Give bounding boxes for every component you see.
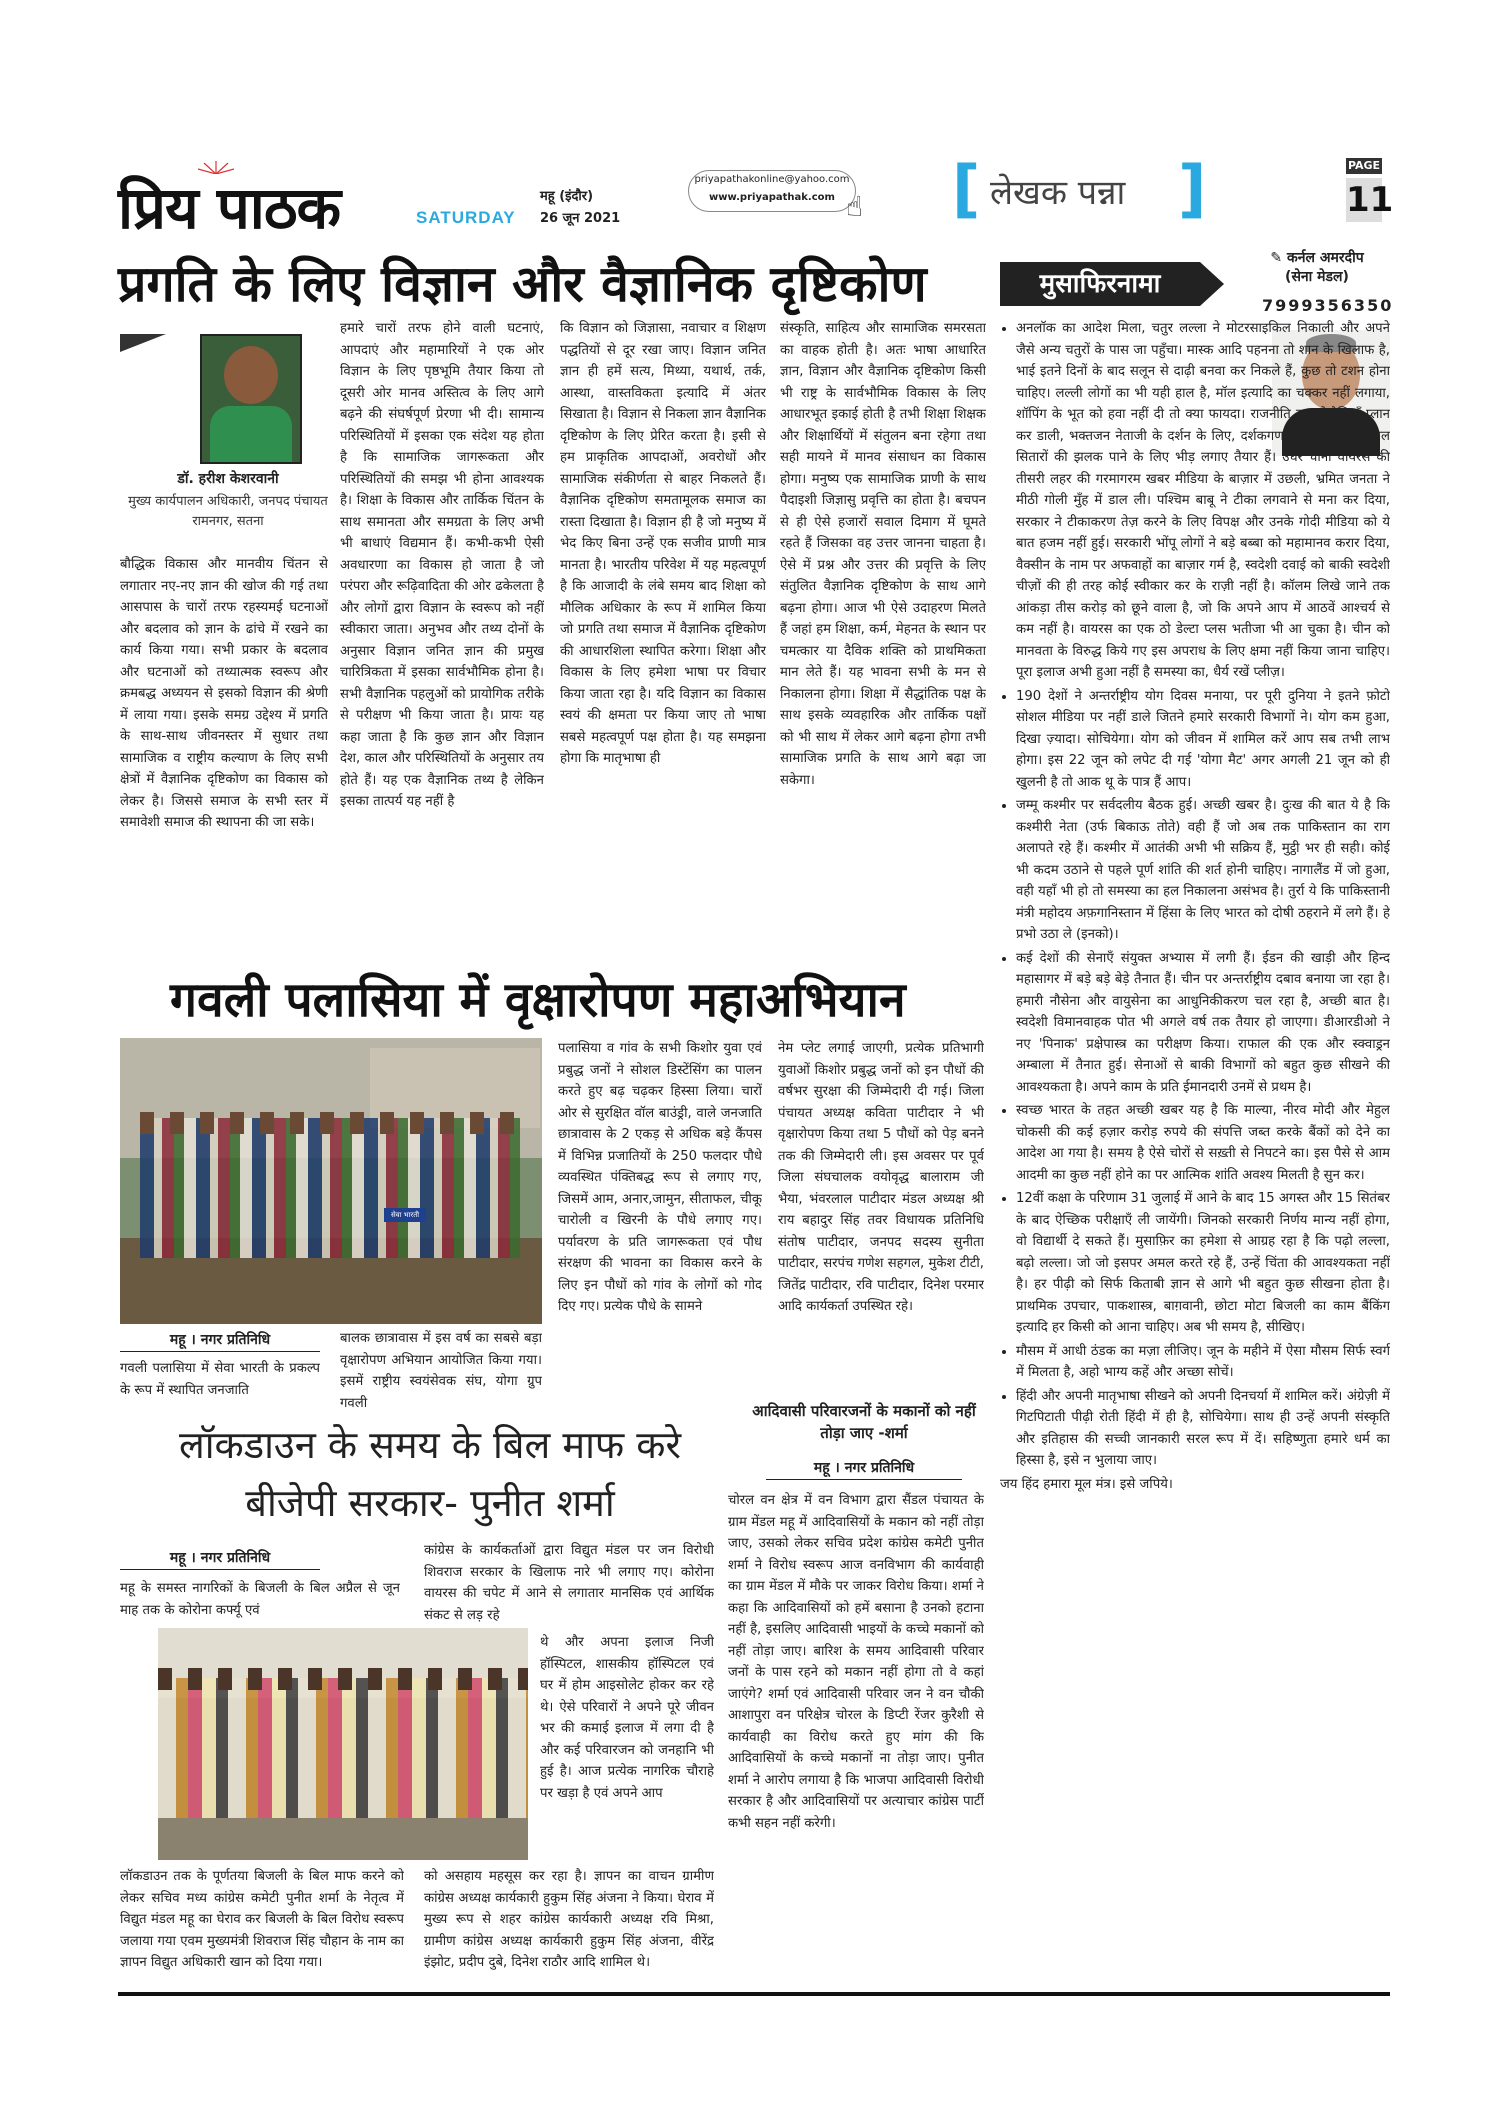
column-author bbox=[1236, 248, 1398, 286]
page-label: PAGE bbox=[1347, 159, 1381, 172]
article1-column-1: बौद्धिक विकास और मानवीय चिंतन से लगातार नए-नए ज्ञान की खोज की गई तथा आसपास के चारों तरफ रहस्यमई घटनाओं और बदलाव को ज्ञान के ढांचे में रखने का कार्य किया गया। सभी प्रकार के बदलाव और घटनाओं को तथ्यात्मक स्वरूप और क्रमबद्ध अध्ययन से इसको विज्ञान की श्रेणी में लाया गया। इसके समग्र उद्देश्य में प्रगति के साथ-साथ जीवनस्तर में सुधार तथा सामाजिक व राष्ट्रीय कल्याण के लिए सभी क्षेत्रों में वैज्ञानिक दृष्टिकोण का विकास को लेकर है। जिससे समाज के सभी स्तर में समावेशी समाज की स्थापना की जा सके। bbox=[120, 557, 328, 830]
article2-column-3: पलासिया व गांव के सभी किशोर युवा एवं प्रबुद्ध जनों ने सोशल डिस्टेंसिंग का पालन करते हुए बढ़ चढ़कर हिस्सा लिया। चारों ओर से सुरक्षित वॉल बाउंड्री, वाले जनजाति छात्रावास के 2 एकड़ से अधिक बड़े कैंपस में विभिन्न प्रजातियों के 250 फलदार पौधे व्यवस्थित पंक्तिबद्ध रूप से लगाए गए, जिसमें आम, अनार,जामुन, सीताफल, चीकू चारोली व खिरनी के पौधे लगाए गए। पर्यावरण के प्रति जागरूकता एवं पौध संरक्षण की भावना का विकास करने के लिए इन पौधों को गांव के लोगों को गोद दिए गए। प्रत्येक पौधे के सामने bbox=[558, 1041, 762, 1314]
article3-column-1-top: महू के समस्त नागरिकों के बिजली के बिल अप्रैल से जून माह तक के कोरोना कर्फ्यू एवं bbox=[120, 1581, 400, 1618]
column-author-name: कर्नल अमरदीप bbox=[1286, 250, 1364, 266]
article1-column-2: हमारे चारों तरफ होने वाली घटनाएं, आपदाएं और महामारियों ने एक ओर विज्ञान के लिए पृष्ठभूमि तैयार किया तो दूसरी ओर मानव अस्तित्व के लिए आगे बढ़ने की संघर्षपूर्ण प्रेरणा भी दी। सामान्य परिस्थितियों में इसका एक संदेश यह होता है कि सामाजिक जागरूकता और परिस्थितियों की समझ भी होना आवश्यक है। शिक्षा के विकास और तार्किक चिंतन के साथ समानता और समग्रता के लिए अभी भी बाधाएं विद्यमान हैं। कभी-कभी ऐसी अवधारणा का विकास हो जाता है जो परंपरा और रूढ़िवादिता की ओर ढकेलता है और लोगों द्वारा विज्ञान के स्वरूप को नहीं स्वीकारा जाता। अनुभव और तथ्य दोनों के अनुसार विज्ञान जनित ज्ञान की प्रमुख चारित्रिकता में इसका सार्वभौमिक होना है। सभी वैज्ञानिक पहलुओं को प्रायोगिक तरीके से परीक्षण भी किया जाता है। प्रायः यह कहा जाता है कि कुछ ज्ञान और विज्ञान देश, काल और परिस्थितियों के अनुसार तय होते हैं। यह एक वैज्ञानिक तथ्य है लेकिन इसका तात्पर्य यह नहीं है bbox=[340, 321, 544, 809]
protest-photo bbox=[158, 1628, 528, 1860]
column-item: • 190 देशों ने अन्तर्राष्ट्रीय योग दिवस मनाया, पर पूरी दुनिया ने इतने फ़ोटो सोशल मीडिया पर नहीं डाले जितने हमारे सरकारी विभागों ने। योग कम हुआ, दिखा ज़्यादा। सोचियेगा। योग को जीवन में शामिल करें आप सब तभी लाभ होगा। इस 22 जून को लपेट दी गई 'योगा मैट' अगर अगली 21 जून को ही खुलनी है तो आक थू के पात्र हैं आप। bbox=[1016, 686, 1390, 794]
author-name: डॉ. हरीश केशरवानी bbox=[177, 471, 279, 487]
article3-headline-line2: बीजेपी सरकार- पुनीत शर्मा bbox=[245, 1481, 615, 1525]
contact-badge bbox=[688, 170, 856, 212]
article2-dateline: महू । नगर प्रतिनिधि bbox=[120, 1330, 320, 1352]
newspaper-logo: प्रिय पाठक bbox=[118, 174, 341, 242]
column-item: • अनलॉक का आदेश मिला, चतुर लल्ला ने मोटरसाइकिल निकाली और अपने जैसे अन्य चतुरों के पास जा पहुँचा। मास्क आदि पहनना तो शान के खिलाफ है, भाई इतने दिनों के बाद सलून से दाढ़ी बनवा कर निकले हैं, कुछ तो टशन होना चाहिए। लल्ली लोगों का भी यही हाल है, मॉल इत्यादि का चक्कर नहीं लगाया, शॉपिंग के भूत को हवा नहीं दी तो क्या फायदा। राजनीति बाबू ने रैलियाँ प्लान कर डाली, भक्तजन नेताजी के दर्शन के लिए, दर्शकगण बॉलीवुड के झिलमिल सितारों की झलक पाने के लिए भीड़ लगाए तैयार हैं। उधर चीनी वायरस की तीसरी लहर की गरमागरम खबर मीडिया के बाज़ार में उछली, भ्रमित जनता ने मीठी गोली मुँह में डाल ली। पश्चिम बाबू ने टीका लगवाने से मना कर दिया, सरकार ने टीकाकरण तेज़ करने के लिए विपक्ष और उनके गोदी मीडिया को ये बात हजम नहीं हुई। सरकारी भोंपू लोगों ने बड़े बब्बा को महामानव करार दिया, वैक्सीन के नाम पर अफवाहों का बाज़ार गर्म है, स्वदेशी दवाई को बाकी स्वदेशी चीज़ों की ही तरह कोई स्वीकार कर के राज़ी नहीं है। कॉलम लिखे जाने तक आंकड़ा तीस करोड़ को छूने वाला है, जो कि अपने आप में आठवें आश्चर्य से कम नहीं है। वायरस का एक ठो डेल्टा प्लस भतीजा भी आ चुका है। चीन को मानवता के विरुद्ध किये गए इस अपराध के लिए क्षमा नहीं किया जाना चाहिए। पूरा इलाज अभी हुआ नहीं है समस्या का, धैर्य रखें प्लीज़। bbox=[1016, 318, 1390, 684]
byline-box bbox=[120, 334, 336, 464]
section-title: लेखक पन्ना bbox=[990, 173, 1126, 213]
column-item: • मौसम में आधी ठंडक का मज़ा लीजिए। जून के महीने में ऐसा मौसम सिर्फ स्वर्ग में मिलता है, अहो भाग्य कहें और अच्छा सोचें। bbox=[1016, 1341, 1390, 1384]
article4-body: चोरल वन क्षेत्र में वन विभाग द्वारा सैंडल पंचायत के ग्राम मेंडल महू में आदिवासियों के मकान को नहीं तोड़ा जाए, उसको लेकर सचिव प्रदेश कांग्रेस कमेटी पुनीत शर्मा ने विरोध स्वरूप आज वनविभाग की कार्यवाही का ग्राम मेंडल में मौके पर जाकर विरोध किया। शर्मा ने कहा कि आदिवासियों को हमें बसाना है उनको हटाना नहीं है, इसलिए आदिवासी भाइयों के कच्चे मकानों को नहीं तोड़ा जाए। बारिश के समय आदिवासी परिवार जनों के पास रहने को मकान नहीं होगा तो वे कहां जाएंगे? शर्मा एवं आदिवासी परिवार जन ने वन चौकी आशापुरा वन परिक्षेत्र चोरल के डिप्टी रेंजर कुरैशी से कार्यवाही का विरोध करते हुए मांग की कि आदिवासियों के कच्चे मकानों ना तोड़ा जाए। पुनीत शर्मा ने आरोप लगाया है कि भाजपा आदिवासी विरोधी सरकार है और आदिवासियों पर अत्याचार कांग्रेस पार्टी कभी सहन नहीं करेगी। bbox=[728, 1493, 984, 1831]
article1-column-3: कि विज्ञान को जिज्ञासा, नवाचार व शिक्षण पद्धतियों से दूर रखा जाए। विज्ञान जनित ज्ञान ही हमें सत्य, मिथ्या, यथार्थ, तर्क, आस्था, वास्तविकता इत्यादि में अंतर सिखाता है। विज्ञान से निकला ज्ञान वैज्ञानिक दृष्टिकोण के लिए प्रेरित करता है। इसी से हम प्राकृतिक आपदाओं, अवरोधों और सामाजिक संकीर्णता से बाहर निकलते हैं। वैज्ञानिक दृष्टिकोण समतामूलक समाज का रास्ता दिखाता है। विज्ञान ही है जो मनुष्य में भेद किए बिना उन्हें एक सजीव प्राणी मात्र मानता है। भारतीय परिवेश में यह महत्वपूर्ण है कि आजादी के लंबे समय बाद शिक्षा को मौलिक अधिकार के रूप में शामिल किया जो प्रगति तथा समाज में वैज्ञानिक दृष्टिकोण की आधारशिला स्थापित करेगा। शिक्षा और विकास के लिए हमेशा भाषा पर विचार किया जाता रहा है। यदि विज्ञान का विकास स्वयं की क्षमता पर किया जाए तो भाषा सबसे महत्वपूर्ण पक्ष होता है। यह समझना होगा कि मातृभाषा ही bbox=[560, 321, 766, 766]
website-link[interactable]: www.priyapathak.com bbox=[709, 192, 835, 203]
article4-dateline: महू । नगर प्रतिनिधि bbox=[766, 1458, 962, 1480]
article3-headline-line1: लॉकडाउन के समय के बिल माफ करे bbox=[178, 1423, 682, 1467]
pen-icon: ✎ bbox=[1270, 250, 1287, 266]
bottom-rule bbox=[118, 1992, 1390, 1996]
author-byline bbox=[128, 468, 328, 488]
article1-column-4: संस्कृति, साहित्य और सामाजिक समरसता का वाहक होती है। अतः भाषा आधारित ज्ञान, विज्ञान और वैज्ञानिक दृष्टिकोण किसी भी राष्ट्र के सार्वभौमिक विकास के लिए आधारभूत इकाई होती है तभी शिक्षा शिक्षक और शिक्षार्थियों में संतुलन बना रहेगा तथा सही मायने में मानव संसाधन का विकास होगा। मनुष्य एक सामाजिक प्राणी के साथ पैदाइशी जिज्ञासु प्रवृत्ति का होता है। बचपन से ही ऐसे हजारों सवाल दिमाग में घूमते रहते हैं जिसका वह उत्तर जानना चाहता है। ऐसे में प्रश्न और उत्तर की प्रवृत्ति के लिए संतुलित वैज्ञानिक दृष्टिकोण के साथ आगे बढ़ना होगा। आज भी ऐसे उदाहरण मिलते हैं जहां हम शिक्षा, कर्म, मेहनत के स्थान पर चमत्कार या दैविक शक्ति को प्राथमिकता मान लेते हैं। यह भावना सभी के मन से निकालना होगा। शिक्षा में सैद्धांतिक पक्ष के साथ इसके व्यवहारिक और तार्किक पक्षों को भी साथ में लेकर आगे बढ़ना होगा तभी सामाजिक प्रगति के साथ आगे बढ़ा जा सकेगा। bbox=[780, 321, 986, 788]
pointing-hand-icon: ☝ bbox=[846, 190, 864, 223]
column-footer: जय हिंद हमारा मूल मंत्र। इसे जपिये। bbox=[1000, 1476, 1173, 1492]
email-address[interactable]: priyapathakonline@yahoo.com bbox=[694, 174, 850, 185]
article1-headline: प्रगति के लिए विज्ञान और वैज्ञानिक दृष्टिकोण bbox=[118, 254, 927, 313]
column-item: • जम्मू कश्मीर पर सर्वदलीय बैठक हुई। अच्छी खबर है। दुःख की बात ये है कि कश्मीरी नेता (उर्फ बिकाऊ तोते) वही हैं जो अब तक पाकिस्तान का राग अलापते रहे हैं। कश्मीर में आतंकी अभी भी सक्रिय हैं, मुट्ठी भर ही सही। कोई भी कदम उठाने से पहले पूर्ण शांति की शर्त होनी चाहिए। नागालैंड में जो हुआ, वही यहाँ भी हो तो समस्या का हल निकालना असंभव है। तुर्रा ये कि पाकिस्तानी मंत्री महोदय अफ़गानिस्तान में हिंसा के लिए भारत को दोषी ठहराने में लगे हैं। हे प्रभो उठा ले (इनको)। bbox=[1016, 795, 1390, 946]
page-number: 11 bbox=[1346, 180, 1394, 220]
article3-column-2-bottom: को असहाय महसूस कर रहा है। ज्ञापन का वाचन ग्रामीण कांग्रेस अध्यक्ष कार्यकारी हुकुम सिंह अंजना ने किया। घेराव में मुख्य रूप से शहर कांग्रेस कार्यकारी अध्यक्ष रवि मिश्रा, ग्रामीण कांग्रेस अध्यक्ष कार्यकारी हुकुम सिंह अंजना, वीरेंद्र इंझोट, प्रदीप दुबे, दिनेश राठौर आदि शामिल थे। bbox=[424, 1869, 714, 1970]
sunburst-icon bbox=[196, 160, 236, 174]
column-item: • स्वच्छ भारत के तहत अच्छी खबर यह है कि माल्या, नीरव मोदी और मेहुल चोकसी की कई हज़ार करोड़ रुपये की संपत्ति जब्त करके बैंकों को देने का आदेश आ गया है। समय है ऐसे चोरों से सख़्ती से निपटने का। इस पैसे से आम आदमी का कुछ नहीं होने का पर आत्मिक शांति अवश्य मिलती है सुन कर। bbox=[1016, 1100, 1390, 1186]
article3-column-2-top: कांग्रेस के कार्यकर्ताओं द्वारा विद्युत मंडल पर जन विरोधी शिवराज सरकार के खिलाफ नारे भी लगाए गए। कोरोना वायरस की चपेट में आने से लगातार मानसिक एवं आर्थिक संकट से लड़ रहे bbox=[424, 1543, 714, 1623]
weekday: SATURDAY bbox=[416, 208, 516, 227]
article4-headline: आदिवासी परिवारजनों के मकानों को नहीं तोड़ा जाए -शर्मा bbox=[752, 1402, 976, 1442]
author-photo bbox=[200, 334, 302, 464]
column-item: • 12वीं कक्षा के परिणाम 31 जुलाई में आने के बाद 15 अगस्त और 15 सितंबर के बाद ऐच्छिक परीक्षाएँ ली जायेंगी। जिनको सरकारी निर्णय मान्य नहीं होगा, वो विद्यार्थी दे सकते हैं। मुसाफ़िर का हमेशा से आग्रह रहा है कि पढ़ो लल्ला, बढ़ो लल्ला। जो जो इसपर अमल करते रहे हैं, उन्हें चिंता की आवश्यकता नहीं है। हर पीढ़ी को सिर्फ किताबी ज्ञान से आगे भी बहुत कुछ सीखना होता है। प्राथमिक उपचार, पाकशास्त्र, बाग़वानी, छोटा मोटा बिजली का काम बैंकिंग इत्यादि हर किसी को आना चाहिए। अब भी समय है, सीखिए। bbox=[1016, 1188, 1390, 1339]
column-title-arrow bbox=[1200, 262, 1224, 306]
column-body bbox=[1000, 318, 1390, 1966]
column-item: • कई देशों की सेनाएँ संयुक्त अभ्यास में लगी हैं। ईडन की खाड़ी और हिन्द महासागर में बड़े बड़े बेड़े तैनात हैं। चीन पर अन्तर्राष्ट्रीय दबाव बनाया जा रहा है। हमारी नौसेना और वायुसेना का आधुनिकीकरण चल रहा है, अच्छी बात है। स्वदेशी विमानवाहक पोत भी अगले वर्ष तक तैयार हो जाएगा। डीआरडीओ ने नए 'पिनाक' प्रक्षेपास्त्र का परीक्षण किया। राफाल की एक और स्क्वाड्रन अम्बाला में तैनात हुई। सेनाओं से बाकी विभागों को बहुत कुछ सीखने की आवश्यकता है। अपने काम के प्रति ईमानदारी उनमें से प्रथम है। bbox=[1016, 948, 1390, 1099]
plantation-photo bbox=[120, 1038, 542, 1324]
article3-column-1-bottom: लॉकडाउन तक के पूर्णतया बिजली के बिल माफ करने को लेकर सचिव मध्य कांग्रेस कमेटी पुनीत शर्मा के नेतृत्व में विद्युत मंडल महू का घेराव कर बिजली के बिल विरोध स्वरूप जलाया गया एवम मुख्यमंत्री शिवराज सिंह चौहान के नाम का ज्ञापन विद्युत अधिकारी खान को दिया गया। bbox=[120, 1869, 404, 1970]
column-title: मुसाफिरनामा bbox=[1000, 262, 1200, 306]
article3-headline bbox=[150, 1416, 710, 1532]
column-item: • हिंदी और अपनी मातृभाषा सीखने को अपनी दिनचर्या में शामिल करें। अंग्रेज़ी में गिटपिटाती पीढ़ी रोती हिंदी में ही है, सोचियेगा। साथ ही उन्हें अपनी संस्कृति और इतिहास की सच्ची जानकारी सरल रूप में दें। सहिष्णुता हमारे धर्म का हिस्सा है, इसे न भुलाया जाए। bbox=[1016, 1386, 1390, 1472]
column-phone: 7999356350 bbox=[1262, 296, 1394, 315]
author-role: मुख्य कार्यपालन अधिकारी, जनपद पंचायत रामनगर, सतना bbox=[128, 494, 328, 529]
issue-date: 26 जून 2021 bbox=[540, 211, 621, 226]
article2-column-2: बालक छात्रावास में इस वर्ष का सबसे बड़ा वृक्षारोपण अभियान आयोजित किया गया। इसमें राष्ट्रीय स्वयंसेवक संघ, योगा ग्रुप गवली bbox=[340, 1331, 542, 1411]
edition-location: महू (इंदौर) bbox=[540, 189, 594, 204]
article2-headline: गवली पलासिया में वृक्षारोपण महाअभियान bbox=[170, 972, 906, 1028]
article3-column-2-right: थे और अपना इलाज निजी हॉस्पिटल, शासकीय हॉस्पिटल एवं घर में होम आइसोलेट होकर कर रहे थे। ऐसे परिवारों ने अपने पूरे जीवन भर की कमाई इलाज में लगा दी है और कई परिवारजन को जनहानि भी हुई है। आज प्रत्येक नागरिक चौराहे पर खड़ा है एवं अपने आप bbox=[540, 1635, 714, 1801]
article2-column-4: नेम प्लेट लगाई जाएगी, प्रत्येक प्रतिभागी युवाओं किशोर प्रबुद्ध जनों को इन पौधों की वर्षभर सुरक्षा की जिम्मेदारी दी गई। जिला पंचायत अध्यक्ष कविता पाटीदार ने भी वृक्षारोपण किया तथा 5 पौधों को पेड़ बनने तक की जिम्मेदारी ली। इस अवसर पर पूर्व जिला संघचालक वयोवृद्ध बालाराम जी भैया, भंवरलाल पाटीदार मंडल अध्यक्ष श्री राय बहादुर सिंह तवर विधायक प्रतिनिधि संतोष पाटीदार, जनपद सदस्य सुनीता पाटीदार, सरपंच गणेश सहगल, मुकेश टीटी, जितेंद्र पाटीदार, रवि पाटीदार, दिनेश परमार आदि कार्यकर्ता उपस्थित रहे। bbox=[778, 1041, 984, 1314]
article2-column-1: गवली पलासिया में सेवा भारती के प्रकल्प के रूप में स्थापित जनजाति bbox=[120, 1361, 320, 1398]
section-header: [ लेखक पन्ना ] bbox=[952, 152, 1207, 225]
article3-dateline: महू । नगर प्रतिनिधि bbox=[120, 1548, 320, 1570]
column-author-title: (सेना मेडल) bbox=[1285, 269, 1349, 285]
photo-signboard: सेवा भारती bbox=[384, 1208, 426, 1222]
